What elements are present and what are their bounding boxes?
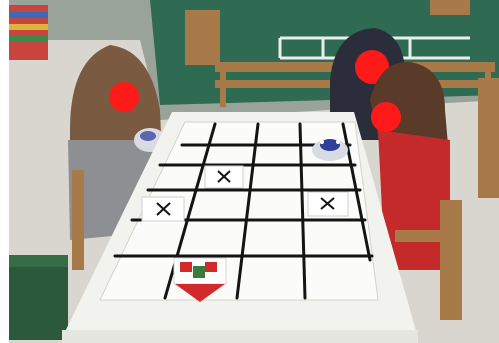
floor-robot: [312, 139, 348, 161]
green-chair: [8, 255, 68, 340]
face-blur-left: [109, 82, 139, 112]
left-border: [0, 0, 9, 343]
face-blur-front: [371, 102, 401, 132]
side-shelf: [478, 78, 499, 198]
